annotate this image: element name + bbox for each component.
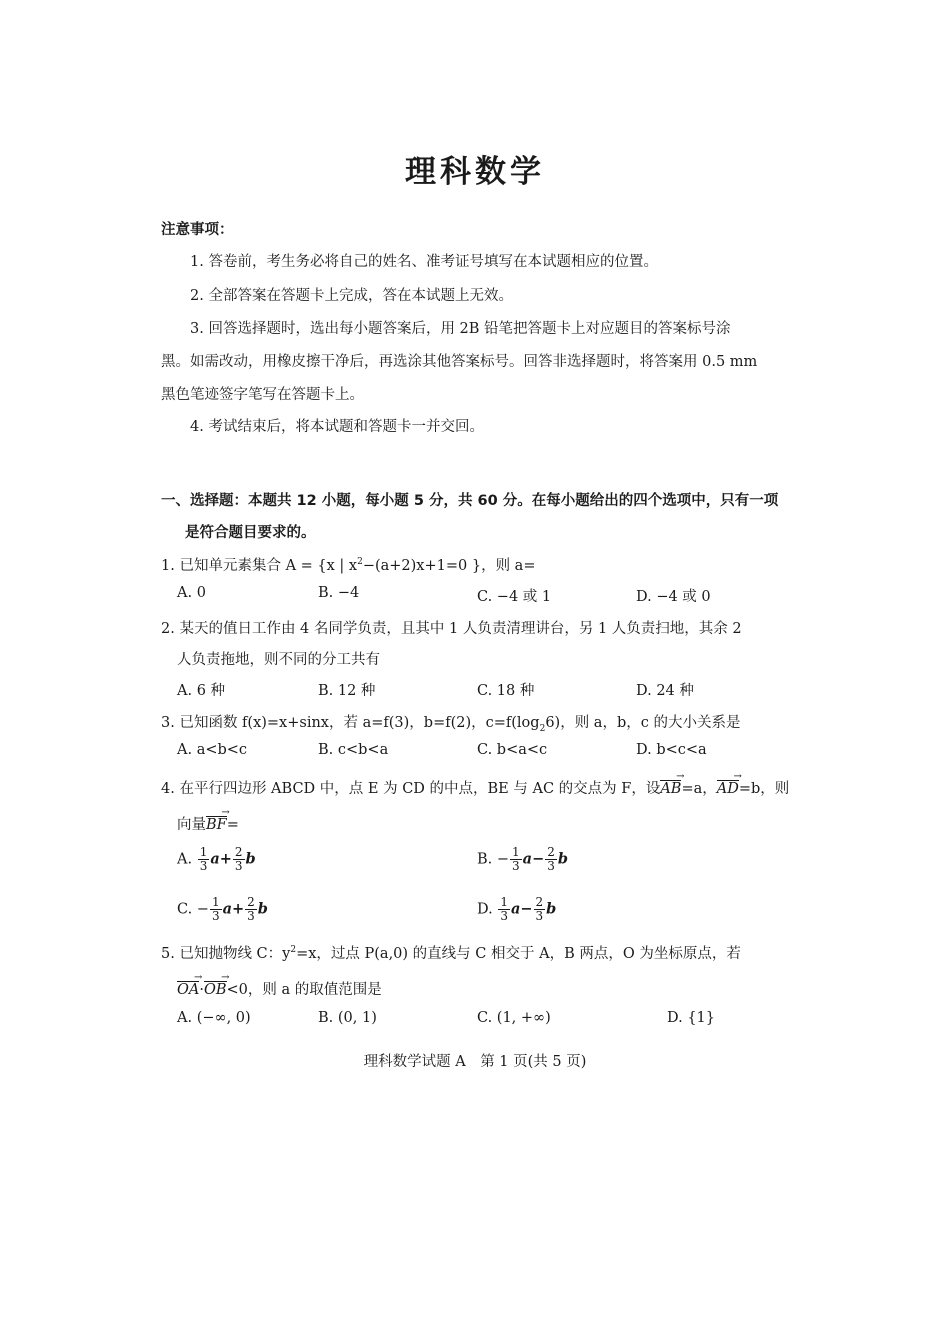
question-5-option-b: B. (0, 1): [318, 1010, 377, 1026]
notice-item-1: 1. 答卷前，考生务必将自己的姓名、准考证号填写在本试题相应的位置。: [190, 254, 658, 270]
section-heading-line-1: 一、选择题：本题共 12 小题，每小题 5 分，共 60 分。在每小题给出的四个选项中，只有一项: [161, 493, 779, 509]
question-4-option-d: D. $\frac{1}{3}$ a− $\frac{2}{3}$ b: [477, 895, 557, 923]
question-1-option-b: B. −4: [318, 585, 360, 601]
question-1-option-d: D. −4 或 0: [636, 589, 711, 605]
question-5-option-a: A. (−∞, 0): [177, 1010, 251, 1026]
question-2-option-c: C. 18 种: [477, 683, 535, 699]
question-4-line-2: 向量BF →=: [177, 813, 239, 834]
question-3-option-c: C. b<a<c: [477, 742, 548, 758]
notice-item-3-line-3: 黑色笔迹签字笔写在答题卡上。: [161, 387, 364, 403]
question-2-option-b: B. 12 种: [318, 683, 376, 699]
notice-item-3-line-2: 黑。如需改动，用橡皮擦干净后，再选涂其他答案标号。回答非选择题时，将答案用 0.5 mm: [161, 354, 758, 370]
question-3-option-b: B. c<b<a: [318, 742, 389, 758]
question-5-line-2: OA →·OB →<0，则 a 的取值范围是: [177, 978, 382, 999]
question-2-line-1: 2. 某天的值日工作由 4 名同学负责，且其中 1 人负责清理讲台，另 1 人负责扫地，其余 2: [161, 621, 742, 637]
question-4-line-1: 4. 在平行四边形 ABCD 中，点 E 为 CD 的中点，BE 与 AC 的交点为 F，设AB →=a，AD →=b，则: [161, 777, 789, 798]
question-1-option-a: A. 0: [177, 585, 206, 601]
question-2-option-d: D. 24 种: [636, 683, 694, 699]
notice-heading: 注意事项：: [161, 222, 234, 238]
section-heading-line-2: 是符合题目要求的。: [185, 525, 316, 541]
question-5-line-1: 5. 已知抛物线 C：$y^2=x$，过点 P(a,0) 的直线与 C 相交于 A，B 两点，O 为坐标原点，若: [161, 945, 741, 962]
question-2-line-2: 人负责拖地，则不同的分工共有: [177, 652, 380, 668]
notice-item-2: 2. 全部答案在答题卡上完成，答在本试题上无效。: [190, 288, 513, 304]
vector-ad: AD →: [717, 781, 739, 797]
question-2-option-a: A. 6 种: [177, 683, 226, 699]
vector-ob: OB →: [204, 982, 227, 998]
notice-item-3-line-1: 3. 回答选择题时，选出每小题答案后，用 2B 铅笔把答题卡上对应题目的答案标号涂: [190, 321, 731, 337]
vector-bf: BF →: [206, 817, 227, 833]
question-3-stem: 3. 已知函数 f(x)=x+sinx，若 a=f(3)，b=f(2)，$c=f(\log_26)$，则 a，b，c 的大小关系是: [161, 715, 741, 734]
question-5-option-c: C. (1, +∞): [477, 1010, 551, 1026]
vector-ab: AB →: [660, 781, 681, 797]
question-4-option-a: A. $\frac{1}{3}$ a+ $\frac{2}{3}$ b: [177, 845, 256, 873]
vector-oa: OA →: [177, 982, 199, 998]
question-5-option-d: D. {1}: [667, 1010, 716, 1026]
question-1-option-c: C. −4 或 1: [477, 589, 552, 605]
notice-item-4: 4. 考试结束后，将本试题和答题卡一并交回。: [190, 419, 484, 435]
question-3-option-a: A. a<b<c: [177, 742, 248, 758]
question-1-stem: 1. 已知单元素集合 A = {x | $x^2-(a+2)x+1=0$ }，则 a=: [161, 557, 536, 574]
page-title: 理科数学: [405, 154, 545, 190]
question-3-option-d: D. b<c<a: [636, 742, 707, 758]
question-4-option-c: C. − $\frac{1}{3}$ a+ $\frac{2}{3}$ b: [177, 895, 268, 923]
page-footer: 理科数学试题 A 第 1 页(共 5 页): [363, 1054, 587, 1070]
question-4-option-b: B. − $\frac{1}{3}$ a− $\frac{2}{3}$ b: [477, 845, 568, 873]
